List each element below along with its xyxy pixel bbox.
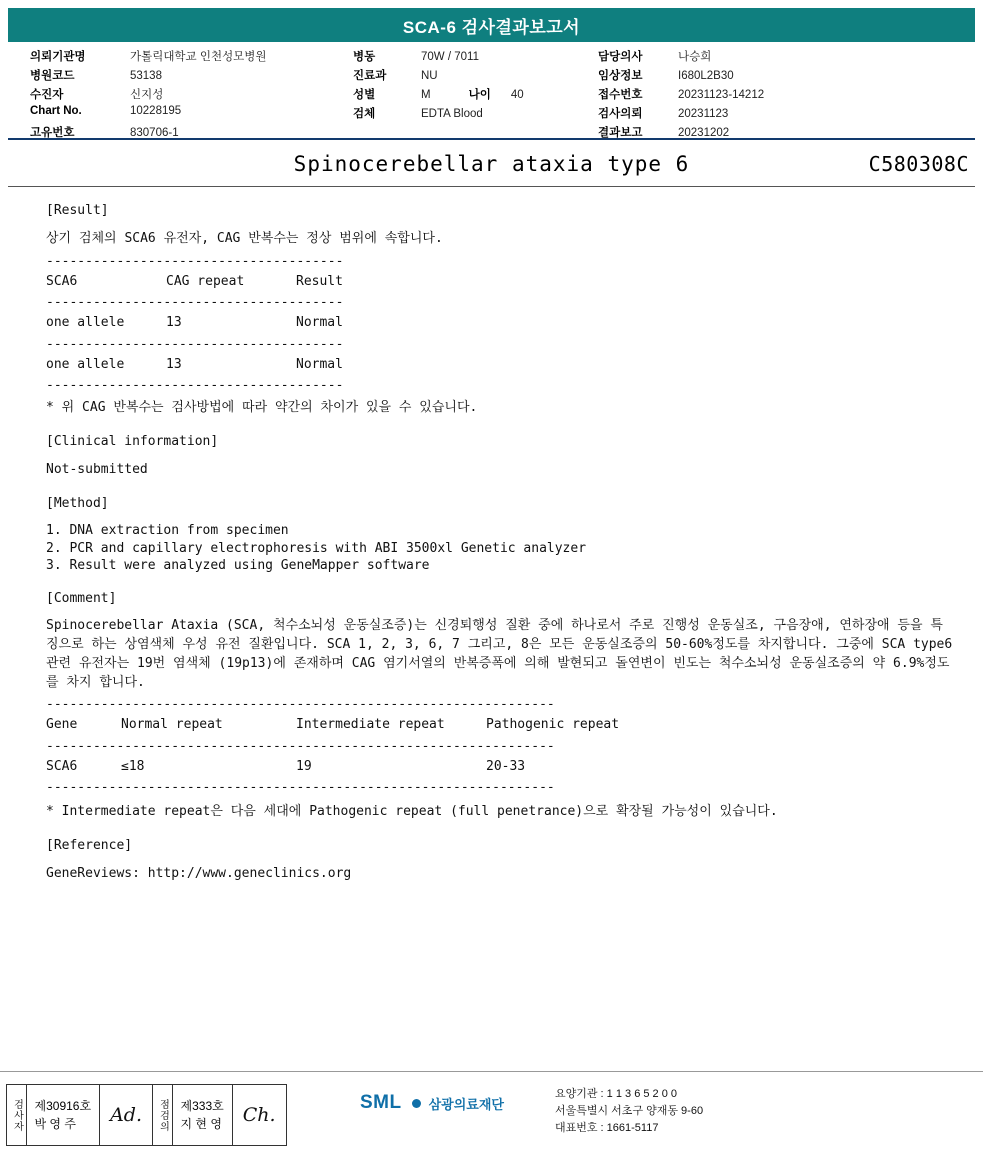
- org-address-line: 요양기관 : 1 1 3 6 5 2 0 0: [555, 1088, 678, 1100]
- cell-pathogenic-repeat: 20-33: [486, 758, 526, 774]
- examiner-side-label: [7, 1085, 27, 1145]
- approver-signature: Ch.: [242, 1104, 276, 1126]
- field-label: 결과보고: [598, 127, 643, 139]
- cell-result: Normal: [296, 315, 343, 331]
- result-table-rows: [46, 352, 416, 378]
- comment-divider: -----------------------------------------------------------------: [46, 779, 555, 795]
- header-field: [30, 105, 267, 124]
- cell-allele: one allele: [46, 315, 125, 331]
- header-column-institution: [30, 48, 267, 143]
- clinical-information-value: Not-submitted: [46, 461, 148, 477]
- column-header-gene: Gene: [46, 717, 78, 733]
- approver-name: 지 현 영: [180, 1117, 222, 1131]
- field-value: 10228195: [130, 105, 182, 117]
- field-value: 나승희: [678, 51, 712, 63]
- header-field: [30, 86, 267, 105]
- approver-side-label-text: 점검의: [157, 1098, 169, 1132]
- cell-repeat: 13: [166, 315, 182, 331]
- approver-license: 제333호: [180, 1099, 224, 1113]
- result-note: * 위 CAG 반복수는 검사방법에 따라 약간의 차이가 있을 수 있습니다.: [46, 399, 478, 415]
- field-value: NU: [421, 70, 438, 82]
- header-field-gender-age: [353, 86, 524, 105]
- field-label: 임상정보: [598, 70, 643, 82]
- field-label: 고유번호: [30, 127, 75, 139]
- field-value: I680L2B30: [678, 70, 734, 82]
- table-header-row: [46, 712, 666, 738]
- org-address-line: 서울특별시 서초구 양재동 9-60: [555, 1105, 704, 1118]
- comment-heading: [Comment]: [46, 590, 117, 606]
- table-row: [46, 352, 416, 378]
- header-column-clinical: [353, 48, 524, 124]
- field-label: Chart No.: [30, 105, 82, 117]
- cell-gene: SCA6: [46, 758, 78, 774]
- table-row: [46, 310, 416, 336]
- sml-dot-icon: [412, 1099, 421, 1108]
- field-value: 20231202: [678, 127, 730, 139]
- test-name: Spinocerebellar ataxia type 6: [293, 152, 690, 176]
- field-label: 접수번호: [598, 89, 643, 101]
- field-value: 20231123: [678, 108, 729, 120]
- table-row: [46, 754, 666, 780]
- method-step: 1. DNA extraction from specimen: [46, 523, 289, 539]
- result-table-rows: [46, 310, 416, 336]
- field-value: EDTA Blood: [421, 108, 483, 120]
- header-field: [353, 105, 524, 124]
- organization-name: 삼광의료재단: [428, 1096, 504, 1112]
- result-summary: 상기 검체의 SCA6 유전자, CAG 반복수는 정상 범위에 속합니다.: [46, 231, 443, 247]
- org-address-line: 대표번호 : 1661-5117: [555, 1122, 659, 1135]
- header-field: [30, 124, 267, 143]
- cell-allele: one allele: [46, 356, 125, 372]
- cell-repeat: 13: [166, 356, 182, 372]
- report-title: SCA-6 검사결과보고서: [402, 17, 581, 37]
- column-header-pathogenic-repeat: Pathogenic repeat: [486, 717, 620, 733]
- approver-side-label: [153, 1085, 173, 1145]
- field-value: 20231123-14212: [678, 89, 765, 101]
- examiner-license: 제30916호: [34, 1099, 92, 1113]
- field-value: 53138: [130, 70, 162, 82]
- gene-reference-table: [46, 712, 666, 738]
- column-header-cag-repeat: CAG repeat: [166, 274, 245, 290]
- field-label: 수진자: [30, 89, 64, 101]
- sml-logo-text: SML: [360, 1092, 402, 1113]
- divider: --------------------------------------: [46, 377, 344, 393]
- divider: --------------------------------------: [46, 295, 344, 311]
- divider: --------------------------------------: [46, 254, 344, 270]
- cell-result: Normal: [296, 356, 343, 372]
- age-value: 40: [510, 89, 524, 101]
- header-column-order: [598, 48, 764, 143]
- approver-info: [173, 1085, 233, 1145]
- test-name-band: [8, 150, 975, 187]
- examiner-signature: Ad.: [100, 1085, 153, 1145]
- column-header-result: Result: [296, 274, 343, 290]
- field-label: 병동: [353, 51, 376, 63]
- field-label: 담당의사: [598, 51, 643, 63]
- field-value: M: [421, 89, 431, 101]
- method-step: 3. Result were analyzed using GeneMapper software: [46, 558, 430, 574]
- field-value: 830706-1: [130, 127, 179, 139]
- organization-logo: [360, 1092, 504, 1114]
- field-label: 병원코드: [30, 70, 75, 82]
- method-step: 2. PCR and capillary electrophoresis with ABI 3500xl Genetic analyzer: [46, 540, 587, 556]
- reference-heading: [Reference]: [46, 837, 133, 853]
- header-field: [598, 67, 764, 86]
- field-label: 진료과: [353, 70, 387, 82]
- field-label: 성별: [353, 89, 376, 101]
- table-header-row: [46, 269, 416, 295]
- divider: --------------------------------------: [46, 336, 344, 352]
- field-value: 70W / 7011: [421, 51, 479, 63]
- header-field: [353, 48, 524, 67]
- field-value: 가톨릭대학교 인천성모병원: [130, 51, 267, 63]
- report-body: [8, 201, 975, 884]
- column-header-intermediate-repeat: Intermediate repeat: [296, 717, 445, 733]
- gene-reference-rows: [46, 754, 666, 780]
- header-field: [598, 105, 764, 124]
- age-label: 나이: [468, 89, 491, 101]
- signature-box: [6, 1084, 287, 1146]
- clinical-information-heading: [Clinical information]: [46, 433, 219, 449]
- header-field: [30, 48, 267, 67]
- gene-note: * Intermediate repeat은 다음 세대에 Pathogenic repeat (full penetrance)으로 확장될 가능성이 있습니다.: [46, 803, 778, 819]
- method-heading: [Method]: [46, 496, 109, 512]
- header-field: [598, 124, 764, 143]
- organization-address: [555, 1086, 703, 1137]
- examiner-name: 박 영 주: [34, 1117, 76, 1131]
- column-header-normal-repeat: Normal repeat: [121, 717, 223, 733]
- comment-divider: -----------------------------------------------------------------: [46, 738, 555, 754]
- result-heading: [Result]: [46, 203, 109, 218]
- column-header-gene: SCA6: [46, 274, 78, 290]
- cell-intermediate-repeat: 19: [296, 758, 312, 774]
- report-title-bar: [8, 8, 975, 42]
- report-footer: [0, 1071, 983, 1163]
- examiner-side-label-text: 검사자: [11, 1098, 23, 1132]
- examiner-info: [27, 1085, 101, 1145]
- report-page: [0, 8, 983, 1163]
- field-label: 검사의뢰: [598, 108, 643, 120]
- header-field: [598, 48, 764, 67]
- field-label: 검체: [353, 108, 376, 120]
- comment-text: Spinocerebellar Ataxia (SCA, 척수소뇌성 운동실조증)는 신경퇴행성 질환 중에 하나로서 주로 진행성 운동실조, 구음장애, 연하장애 등을 특징으로 하는 상염색체 우성 유전 질환입니다. SCA 1, 2, 3, 6, 7 그리고, 8은 모든 운동실조증의 50-60%정도를 차지합니다. 그중에 SCA type6 관련 유전자는 19번 염색체 (19p13)에 존재하며 CAG 염기서열의 반복증폭에 의해 발현되고 돌연변이 빈도는 척수소뇌성 운동실조증의 약 6.9%정도를 차지 합니다.: [46, 618, 953, 690]
- field-value: 신지성: [130, 89, 164, 101]
- patient-header: [8, 42, 975, 140]
- field-label: 의뢰기관명: [30, 51, 86, 63]
- reference-value: GeneReviews: http://www.geneclinics.org: [46, 865, 352, 881]
- comment-divider: -----------------------------------------------------------------: [46, 697, 555, 713]
- header-field: [30, 67, 267, 86]
- cell-normal-repeat: ≤18: [121, 758, 145, 774]
- header-field: [598, 86, 764, 105]
- test-code: C580308C: [868, 152, 969, 176]
- header-field: [353, 67, 524, 86]
- result-table: [46, 269, 416, 295]
